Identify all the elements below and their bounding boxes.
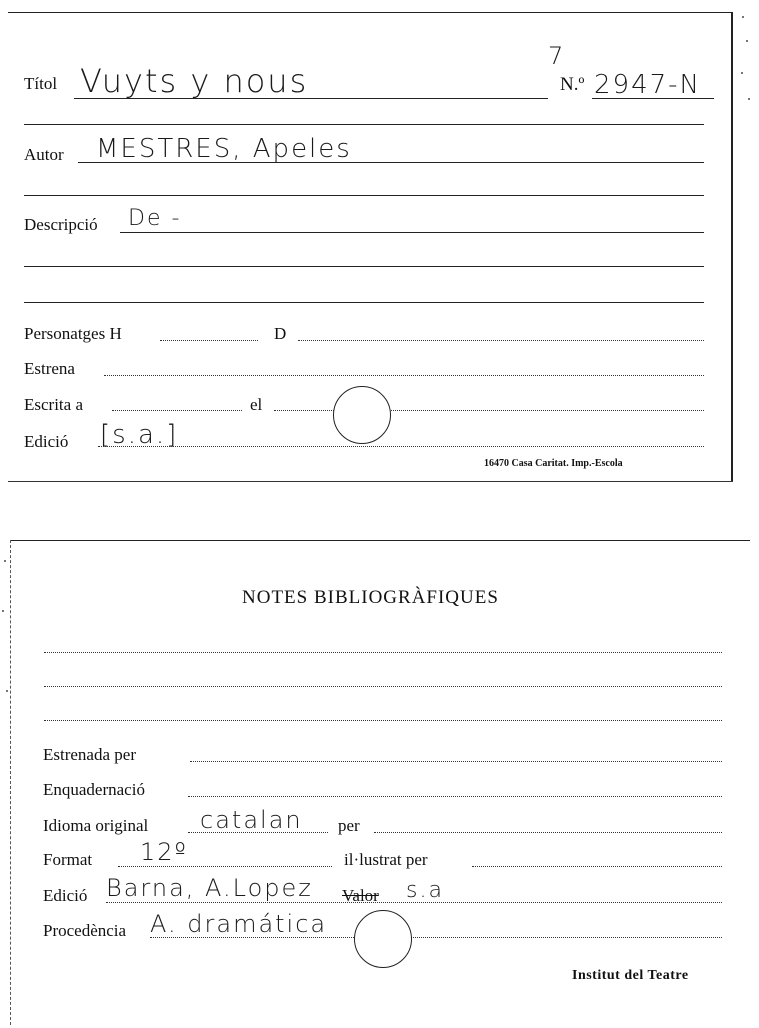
catalog-card-back: [10, 540, 750, 1025]
format-line: [118, 866, 332, 867]
edicio-label: Edició: [24, 432, 69, 451]
personatges-h-line: [160, 340, 258, 341]
idioma-per-label: per: [338, 816, 360, 835]
blank-rule: [24, 266, 704, 267]
escrita-el-label: el: [250, 395, 263, 414]
idioma-per-line: [374, 832, 722, 833]
personatges-d-line: [298, 340, 704, 341]
scan-speck: [742, 16, 744, 18]
edicio2-suffix: s.a: [406, 878, 444, 903]
autor-rule: [78, 162, 704, 163]
numero-rule: [592, 98, 714, 99]
idioma-label: Idioma original: [43, 816, 149, 835]
escrita-a-line: [112, 410, 242, 411]
numero-value: 2947-N: [594, 70, 701, 100]
scan-speck: [2, 610, 4, 612]
notes-line: [44, 686, 722, 687]
numero-label: N.º: [560, 74, 585, 95]
card-right-edge: [731, 12, 733, 482]
catalog-card-front: [8, 12, 733, 482]
estrenada-line: [190, 761, 722, 762]
blank-rule: [24, 124, 704, 125]
scan-speck: [6, 690, 8, 692]
format-il-label: il·lustrat per: [344, 850, 428, 869]
edicio-line: [98, 446, 704, 447]
card-top-edge: [8, 12, 733, 13]
numero-mark: 7: [548, 42, 566, 70]
blank-rule: [24, 302, 704, 303]
notes-heading: NOTES BIBLIOGRÀFIQUES: [242, 587, 499, 608]
titol-label: Títol: [24, 74, 58, 93]
scan-speck: [741, 72, 743, 74]
idioma-value: catalan: [200, 806, 303, 834]
format-value: 12º: [140, 838, 188, 866]
personatges-d-label: D: [274, 324, 287, 343]
titol-rule: [74, 98, 548, 99]
titol-value: Vuyts y nous: [80, 62, 309, 100]
edicio2-line: [106, 902, 722, 903]
estrena-line: [104, 375, 704, 376]
idioma-line: [188, 832, 328, 833]
procedencia-value: A. dramática: [150, 910, 328, 938]
personatges-h-label: Personatges H: [24, 324, 122, 343]
card-top-edge: [10, 540, 750, 541]
edicio2-label: Edició: [43, 886, 88, 905]
escrita-a-label: Escrita a: [24, 395, 83, 414]
blank-rule: [24, 195, 704, 196]
estrena-label: Estrena: [24, 359, 75, 378]
procedencia-line: [150, 937, 722, 938]
scan-speck: [746, 40, 748, 42]
punch-hole: [333, 386, 391, 444]
format-il-line: [472, 866, 722, 867]
descripcio-label: Descripció: [24, 215, 98, 234]
printer-imprint: 16470 Casa Caritat. Imp.-Escola: [484, 458, 623, 469]
descripcio-value: De -: [128, 206, 182, 231]
procedencia-label: Procedència: [43, 921, 127, 940]
notes-line: [44, 652, 722, 653]
scan-speck: [4, 560, 6, 562]
autor-value: MESTRES, Apeles: [96, 134, 352, 164]
descripcio-rule: [120, 232, 704, 233]
edicio-value: [s.a.]: [100, 420, 179, 450]
estrenada-label: Estrenada per: [43, 745, 136, 764]
format-label: Format: [43, 850, 93, 869]
enquadernacio-label: Enquadernació: [43, 780, 145, 799]
autor-label: Autor: [24, 145, 64, 164]
card-left-edge: [10, 540, 11, 1025]
card-bottom-edge: [8, 481, 733, 482]
scan-speck: [748, 98, 750, 100]
edicio2-struck-value: Valor: [342, 886, 379, 905]
notes-line: [44, 720, 722, 721]
punch-hole: [354, 910, 412, 968]
institut-imprint: Institut del Teatre: [572, 968, 689, 983]
enquadernacio-line: [188, 796, 722, 797]
edicio2-value: Barna, A.Lopez: [106, 874, 313, 902]
